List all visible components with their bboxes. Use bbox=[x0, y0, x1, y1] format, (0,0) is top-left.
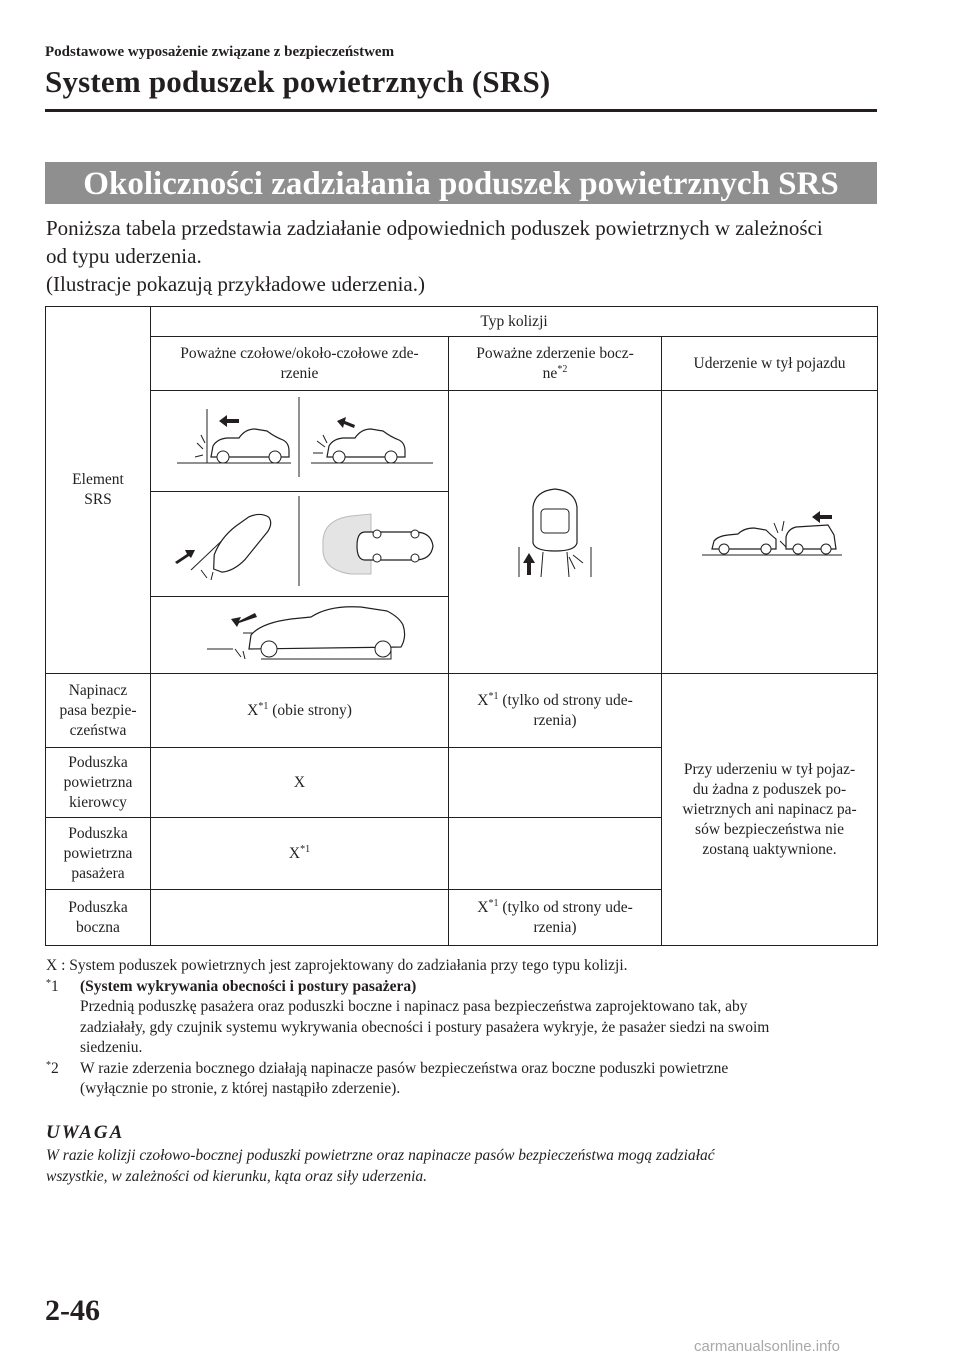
footnote-marker bbox=[46, 1059, 80, 1100]
intro-line: Poniższa tabela przedstawia zadziałanie odpowiednich poduszek powietrznych w zależności bbox=[46, 216, 823, 240]
row-label-side-airbag bbox=[46, 890, 151, 946]
header-element-srs bbox=[46, 307, 151, 674]
cell-side-driver-airbag bbox=[449, 748, 662, 818]
row-label-line: czeństwa bbox=[69, 721, 127, 739]
row-label-passenger-airbag bbox=[46, 818, 151, 890]
site-watermark: carmanualsonline.info bbox=[694, 1338, 840, 1355]
frontal-illustration-2 bbox=[151, 492, 449, 597]
section-banner: Okoliczności zadziałania poduszek powietrznych SRS bbox=[45, 162, 877, 204]
header-side-collision bbox=[449, 337, 662, 391]
caution-title: UWAGA bbox=[46, 1122, 125, 1143]
footnote-body bbox=[80, 977, 769, 1059]
cell-frontal-pretensioner bbox=[151, 674, 449, 748]
header-element-line: SRS bbox=[84, 491, 112, 508]
rear-note-line: wietrznych ani napinacz pa- bbox=[682, 800, 857, 818]
row-label-line: Napinacz bbox=[68, 681, 128, 699]
row-label-line: pasażera bbox=[71, 864, 125, 882]
cell-line bbox=[453, 898, 657, 918]
caution-line: W razie kolizji czołowo-bocznej poduszki powietrzne oraz napinacze pasów bezpieczeństwa mogą zadziałać bbox=[46, 1147, 715, 1164]
footnote-line: zadziałały, gdy czujnik systemu wykrywania obecności i postury pasażera wykryje, że pasażer siedzi na swoim bbox=[80, 1018, 770, 1036]
caution-text bbox=[46, 1145, 896, 1187]
intro-line: (Ilustracje pokazują przykładowe uderzenia.) bbox=[46, 272, 425, 296]
footnote-number: 2 bbox=[51, 1059, 59, 1077]
cell-text: (tylko od strony ude- bbox=[498, 898, 633, 916]
frontal-offset-crash-icon bbox=[151, 492, 449, 596]
row-label-line: pasa bezpie- bbox=[59, 701, 137, 719]
cell-line: rzenia) bbox=[533, 918, 577, 936]
frontal-underride-crash-icon bbox=[151, 597, 449, 673]
footnote-line: W razie zderzenia bocznego działają napinacze pasów bezpieczeństwa oraz boczne poduszki powietrzne bbox=[80, 1059, 729, 1077]
footnote-ref: *2 bbox=[557, 363, 568, 375]
cell-line: rzenia) bbox=[533, 711, 577, 729]
intro-text bbox=[46, 214, 886, 298]
table-footnotes bbox=[46, 956, 886, 1100]
footnote-title: (System wykrywania obecności i postury pasażera) bbox=[80, 977, 417, 995]
rear-note-line: Przy uderzeniu w tył pojaz- bbox=[683, 760, 856, 778]
x-legend: X : System poduszek powietrznych jest zaprojektowany do zadziałania przy tego typu kolizji. bbox=[46, 957, 628, 974]
cell-frontal-side-airbag bbox=[151, 890, 449, 946]
cell-line bbox=[453, 691, 657, 711]
footnote-ref: *1 bbox=[258, 700, 269, 712]
header-frontal-collision bbox=[151, 337, 449, 391]
deploy-mark: X bbox=[247, 701, 259, 719]
row-label-line: Poduszka bbox=[68, 753, 128, 771]
footnote-ref: *1 bbox=[300, 843, 311, 855]
footnote-body bbox=[80, 1059, 728, 1100]
row-label-line: boczna bbox=[76, 918, 120, 936]
row-label-line: powietrzna bbox=[63, 844, 133, 862]
rear-crash-icon bbox=[662, 397, 878, 667]
footnote-line: Przednią poduszkę pasażera oraz poduszki boczne i napinacz pasa bezpieczeństwa zaprojektowano tak, aby bbox=[80, 998, 748, 1015]
footnote-ref: *1 bbox=[488, 897, 499, 909]
cell-side-pretensioner bbox=[449, 674, 662, 748]
side-illustration bbox=[449, 391, 662, 674]
row-label-line: Poduszka bbox=[68, 898, 128, 916]
airbag-deployment-table bbox=[45, 306, 878, 946]
rear-note-line: du żadna z poduszek po- bbox=[692, 780, 847, 798]
footnote-2 bbox=[46, 1059, 886, 1100]
title-divider bbox=[45, 109, 877, 112]
cell-text: (obie strony) bbox=[268, 701, 352, 719]
frontal-illustration-3 bbox=[151, 597, 449, 674]
deploy-mark: X bbox=[293, 773, 306, 791]
deploy-mark: X bbox=[477, 898, 489, 916]
cell-text: (tylko od strony ude- bbox=[498, 691, 633, 709]
row-label-line: Poduszka bbox=[68, 824, 128, 842]
header-frontal-line: rzenie bbox=[280, 364, 319, 382]
cell-rear-note bbox=[662, 674, 878, 946]
cell-side-side-airbag bbox=[449, 890, 662, 946]
rear-note-line: sów bezpieczeństwa nie bbox=[695, 820, 844, 838]
frontal-crash-icon bbox=[151, 391, 449, 491]
row-label-line: kierowcy bbox=[69, 793, 127, 811]
row-label-belt-pretensioner bbox=[46, 674, 151, 748]
intro-line: od typu uderzenia. bbox=[46, 244, 202, 268]
footnote-number: 1 bbox=[51, 977, 59, 995]
rear-illustration bbox=[662, 391, 878, 674]
section-subtitle: Podstawowe wyposażenie związane z bezpieczeństwem bbox=[45, 44, 395, 60]
header-side-line: Poważne zderzenie bocz- bbox=[476, 344, 634, 362]
header-element-line: Element bbox=[72, 471, 124, 488]
footnote-line: siedzeniu. bbox=[80, 1039, 143, 1056]
rear-note-line: zostaną uaktywnione. bbox=[702, 840, 837, 858]
page-title: System poduszek powietrznych (SRS) bbox=[45, 64, 551, 99]
deploy-mark: X bbox=[288, 844, 301, 862]
caution-line: wszystkie, w zależności od kierunku, kąta oraz siły uderzenia. bbox=[46, 1168, 427, 1185]
deploy-mark: X bbox=[477, 691, 489, 709]
page-number: 2-46 bbox=[45, 1294, 100, 1327]
header-side-line bbox=[453, 364, 657, 384]
header-side-text: ne bbox=[542, 364, 558, 382]
row-label-line: powietrzna bbox=[63, 773, 133, 791]
row-label-driver-airbag bbox=[46, 748, 151, 818]
footnote-asterisk: * bbox=[46, 977, 51, 989]
header-rear-collision: Uderzenie w tył pojazdu bbox=[662, 337, 878, 391]
footnote-marker bbox=[46, 977, 80, 1059]
cell-side-passenger-airbag bbox=[449, 818, 662, 890]
side-crash-icon bbox=[449, 397, 662, 667]
cell-frontal-driver-airbag bbox=[151, 748, 449, 818]
cell-frontal-passenger-airbag bbox=[151, 818, 449, 890]
header-collision-type: Typ kolizji bbox=[151, 307, 878, 337]
footnote-line: (wyłącznie po stronie, z której nastąpiło zderzenie). bbox=[80, 1080, 401, 1097]
footnote-asterisk: * bbox=[46, 1059, 51, 1071]
header-frontal-line: Poważne czołowe/około-czołowe zde- bbox=[180, 344, 419, 362]
footnote-ref: *1 bbox=[488, 690, 499, 702]
frontal-illustration-1 bbox=[151, 391, 449, 492]
footnote-1 bbox=[46, 977, 886, 1059]
